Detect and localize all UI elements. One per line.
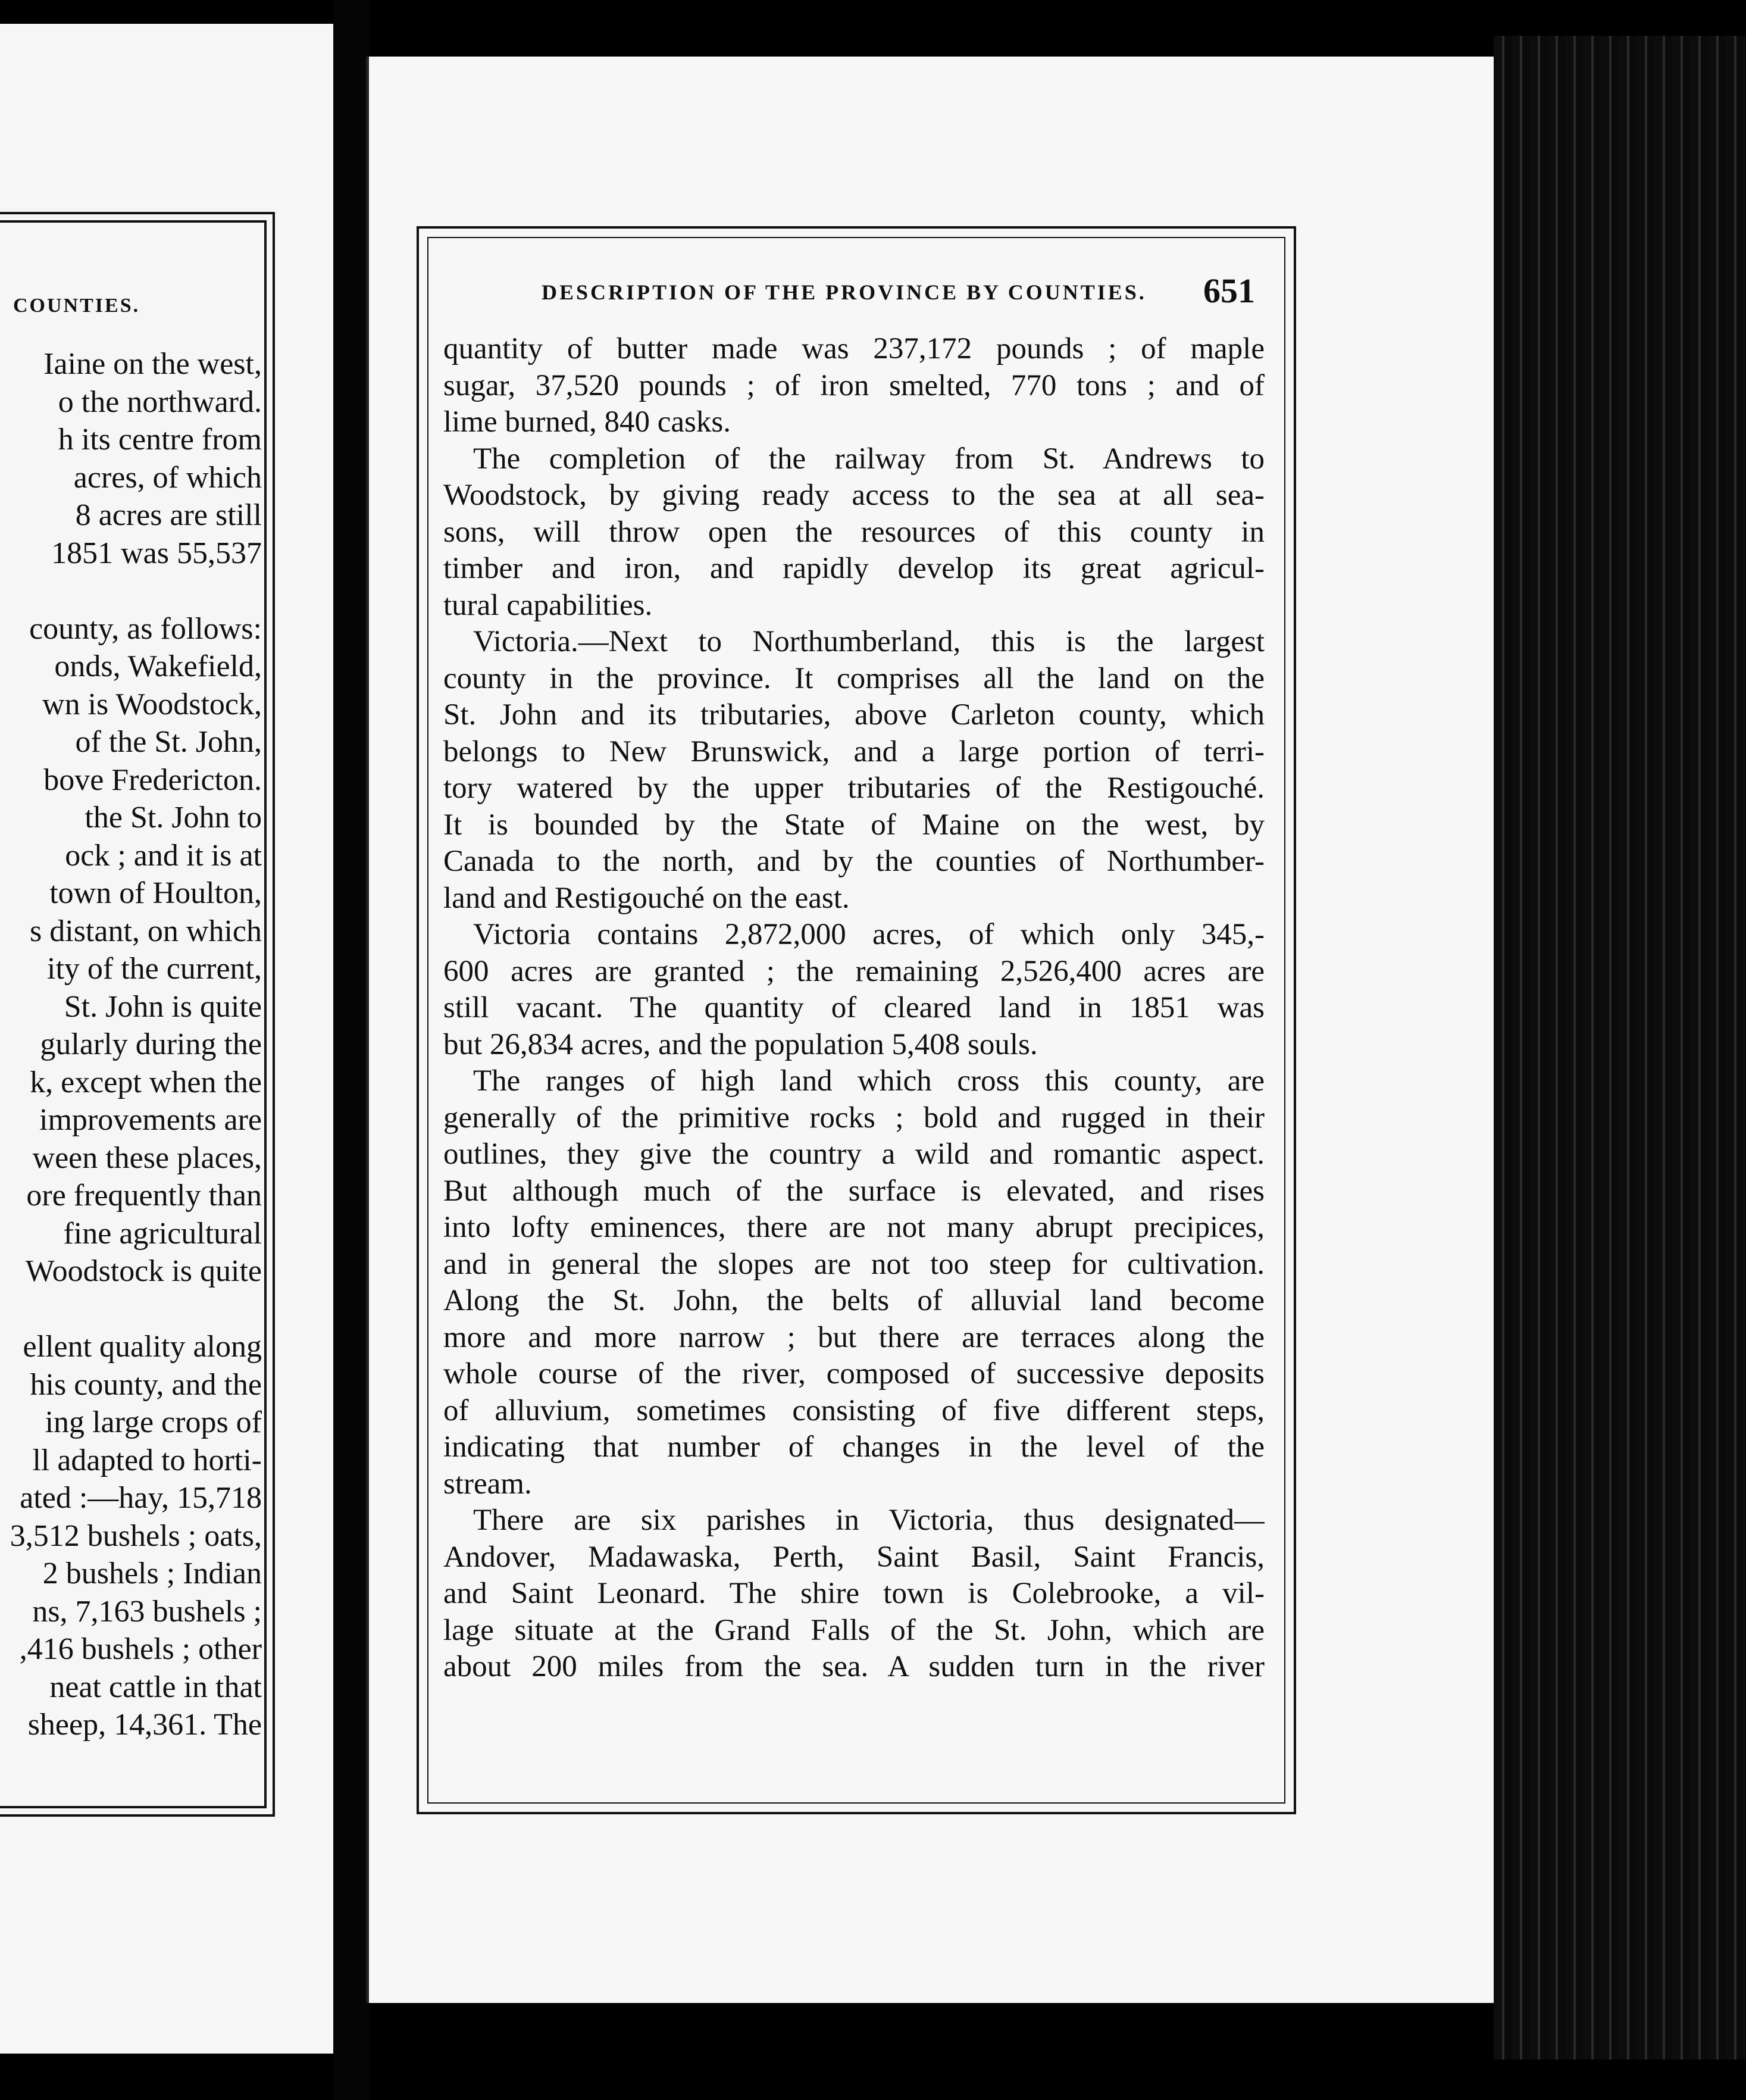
left-text-line: h its centre from: [58, 423, 262, 457]
left-text-line: o the northward.: [58, 385, 262, 419]
text-line: St. John and its tributaries, above Carleton county, which: [443, 698, 1265, 732]
text-line: It is bounded by the State of Maine on the west, by: [443, 808, 1265, 842]
left-running-head: COUNTIES.: [13, 295, 140, 317]
left-text-line: 8 acres are still: [75, 498, 262, 532]
text-line: 600 acres are granted ; the remaining 2,526,400 acres are: [443, 954, 1265, 988]
text-line: sons, will throw open the resources of this county in: [443, 515, 1265, 549]
left-text-line: ock ; and it is at: [65, 838, 262, 873]
left-text-line: neat cattle in that: [49, 1670, 262, 1704]
left-text-line: county, as follows:: [29, 611, 262, 646]
text-line: still vacant. The quantity of cleared land in 1851 was: [443, 991, 1265, 1024]
text-line: generally of the primitive rocks ; bold and rugged in their: [443, 1101, 1265, 1135]
text-line: There are six parishes in Victoria, thus designated—: [473, 1504, 1265, 1537]
left-text-line: fine agricultural: [63, 1216, 262, 1251]
left-text-line: ween these places,: [32, 1140, 262, 1175]
text-line: Andover, Madawaska, Perth, Saint Basil, Saint Francis,: [443, 1540, 1265, 1574]
text-line: land and Restigouché on the east.: [443, 881, 850, 915]
left-text-line: 1851 was 55,537: [51, 536, 262, 570]
page-edges: [1494, 36, 1746, 2060]
text-line: stream.: [443, 1467, 532, 1501]
left-text-line: k, except when the: [30, 1065, 262, 1099]
left-text-line: [0, 1290, 262, 1329]
text-line: Canada to the north, and by the counties of Northumber-: [443, 845, 1265, 878]
text-line: sugar, 37,520 pounds ; of iron smelted, 770 tons ; and of: [443, 368, 1265, 402]
left-text-line: ity of the current,: [47, 952, 262, 986]
text-line: The ranges of high land which cross this county, are: [473, 1064, 1265, 1098]
page-number: 651: [1203, 271, 1255, 310]
left-text-line: wn is Woodstock,: [42, 687, 262, 721]
text-line: into lofty eminences, there are not many abrupt precipices,: [443, 1211, 1265, 1244]
book-gutter: [333, 0, 369, 2100]
left-text-line: 3,512 bushels ; oats,: [10, 1518, 262, 1553]
text-line: Victoria contains 2,872,000 acres, of which only 345,-: [473, 918, 1265, 951]
text-line: Woodstock, by giving ready access to the sea at all sea-: [443, 479, 1265, 512]
text-line: lime burned, 840 casks.: [443, 405, 731, 439]
left-text-line: ated :—hay, 15,718: [20, 1481, 262, 1515]
text-line: of alluvium, sometimes consisting of five different steps,: [443, 1393, 1265, 1427]
left-text-line: Iaine on the west,: [43, 347, 262, 381]
text-line: and Saint Leonard. The shire town is Colebrooke, a vil-: [443, 1577, 1265, 1610]
text-line: Along the St. John, the belts of alluvial land become: [443, 1284, 1265, 1317]
text-line: about 200 miles from the sea. A sudden turn in the river: [443, 1650, 1265, 1683]
text-line: quantity of butter made was 237,172 pounds ; of maple: [443, 332, 1265, 365]
text-line: tural capabilities.: [443, 588, 653, 622]
text-line: more and more narrow ; but there are terraces along the: [443, 1320, 1265, 1354]
text-line: But although much of the surface is elevated, and rises: [443, 1174, 1265, 1208]
left-text-line: gularly during the: [40, 1027, 262, 1061]
left-page: [0, 24, 333, 2054]
text-line: tory watered by the upper tributaries of the Restigouché.: [443, 771, 1265, 805]
text-line: Victoria.—Next to Northumberland, this is the largest: [473, 625, 1265, 658]
text-line: but 26,834 acres, and the population 5,408 souls.: [443, 1027, 1038, 1061]
text-line: county in the province. It comprises all the land on the: [443, 661, 1265, 695]
left-text-line: St. John is quite: [64, 989, 262, 1024]
left-text-line: bove Fredericton.: [43, 762, 262, 797]
left-text-line: town of Houlton,: [49, 876, 262, 910]
left-text-line: [0, 572, 262, 610]
left-text-line: ll adapted to horti-: [32, 1443, 262, 1477]
left-text-line: s distant, on which: [30, 914, 262, 948]
text-line: and in general the slopes are not too steep for cultivation.: [443, 1247, 1265, 1281]
left-text-line: improvements are: [39, 1103, 262, 1137]
left-text-line: the St. John to: [85, 801, 262, 835]
text-line: The completion of the railway from St. Andrews to: [473, 442, 1265, 476]
left-text-line: his county, and the: [30, 1367, 262, 1402]
left-text-line: sheep, 14,361. The: [27, 1708, 262, 1742]
left-text-line: ore frequently than: [26, 1179, 262, 1212]
body-text: [443, 331, 1265, 1686]
left-text-line: ellent quality along: [23, 1330, 262, 1364]
left-text-line: acres, of which: [73, 460, 262, 495]
left-page-text: [0, 345, 262, 1744]
text-line: indicating that number of changes in the level of the: [443, 1430, 1265, 1464]
text-line: lage situate at the Grand Falls of the St. John, which are: [443, 1613, 1265, 1647]
left-text-line: ing large crops of: [45, 1405, 262, 1439]
left-text-line: of the St. John,: [75, 725, 262, 759]
left-text-line: onds, Wakefield,: [54, 649, 262, 683]
left-text-line: ,416 bushels ; other: [19, 1632, 262, 1666]
text-line: whole course of the river, composed of successive deposits: [443, 1357, 1265, 1390]
left-text-line: ns, 7,163 bushels ;: [32, 1594, 262, 1629]
left-text-line: 2 bushels ; Indian: [42, 1557, 262, 1590]
running-head: DESCRIPTION OF THE PROVINCE BY COUNTIES.: [542, 280, 1147, 304]
left-text-line: Woodstock is quite: [25, 1254, 262, 1288]
text-line: belongs to New Brunswick, and a large portion of terri-: [443, 735, 1265, 768]
text-line: timber and iron, and rapidly develop its great agricul-: [443, 552, 1265, 585]
text-line: outlines, they give the country a wild and romantic aspect.: [443, 1138, 1265, 1171]
